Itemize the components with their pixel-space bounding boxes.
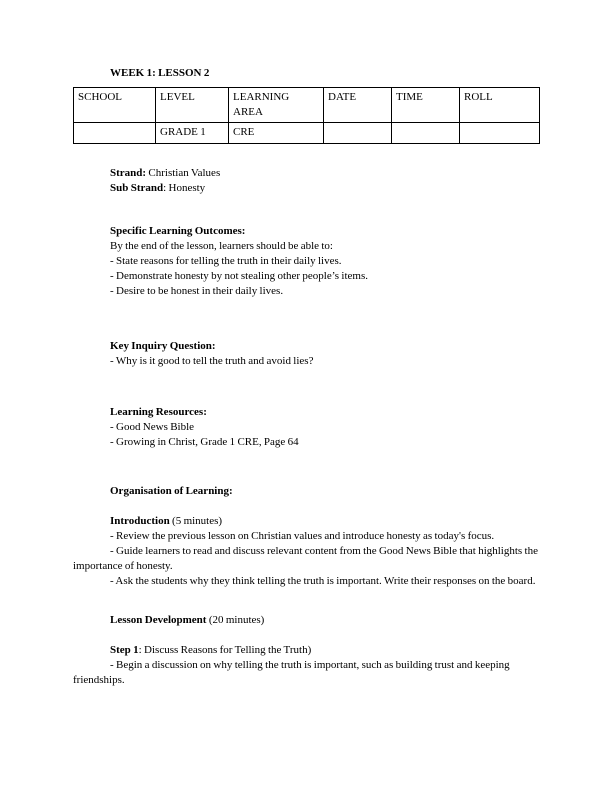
sub-strand-value: : Honesty: [163, 182, 206, 194]
header-cell-roll: ROLL: [460, 88, 540, 123]
outcomes-heading-text: Specific Learning Outcomes:: [110, 225, 246, 237]
spacer: [73, 450, 541, 484]
key-inquiry-heading-text: Key Inquiry Question:: [110, 340, 216, 352]
strand-line: [73, 166, 541, 181]
sub-strand-label: Sub Strand: [110, 182, 164, 194]
header-cell-time: TIME: [392, 88, 460, 123]
resources-heading: [73, 405, 541, 420]
step1-para: - Begin a discussion on why telling the truth is important, such as building trust and keeping friendships.: [73, 659, 510, 686]
outcome-item: - Demonstrate honesty by not stealing other people’s items.: [110, 270, 368, 282]
cell-time-value: [392, 123, 460, 144]
page-title: WEEK 1: LESSON 2: [110, 67, 210, 79]
organisation-heading: [73, 484, 541, 499]
introduction-duration: (5 minutes): [169, 515, 223, 527]
header-cell-learning-area: LEARNING AREA: [229, 88, 324, 123]
cell-learning-area-value: CRE: [229, 123, 324, 144]
introduction-para: - Guide learners to read and discuss relevant content from the Good News Bible that highlights the importance of honesty.: [73, 545, 538, 572]
lesson-info-table: [73, 87, 540, 144]
step1-heading: [73, 643, 541, 658]
header-cell-level: LEVEL: [156, 88, 229, 123]
introduction-para: - Ask the students why they think telling the truth is important. Write their responses on the board.: [110, 575, 536, 587]
table-data-row: [74, 123, 540, 144]
introduction-heading: [73, 514, 541, 529]
strand-label: Strand:: [110, 167, 147, 179]
strand-value: Christian Values: [146, 167, 221, 179]
header-cell-school: SCHOOL: [74, 88, 156, 123]
cell-level-value: GRADE 1: [156, 123, 229, 144]
step1-label: Step 1: [110, 644, 139, 656]
spacer: [73, 369, 541, 405]
table-header-row: [74, 88, 540, 123]
header-cell-date: DATE: [324, 88, 392, 123]
resource-item: - Growing in Christ, Grade 1 CRE, Page 64: [110, 436, 299, 448]
outcome-item: - Desire to be honest in their daily lives.: [110, 285, 284, 297]
key-inquiry-heading: [73, 339, 541, 354]
lesson-development-heading-text: Lesson Development: [110, 614, 207, 626]
cell-date-value: [324, 123, 392, 144]
cell-roll-value: [460, 123, 540, 144]
step1-title: : Discuss Reasons for Telling the Truth): [138, 644, 312, 656]
resources-heading-text: Learning Resources:: [110, 406, 207, 418]
outcomes-heading: [73, 224, 541, 239]
lesson-development-duration: (20 minutes): [206, 614, 265, 626]
spacer: [73, 299, 541, 339]
introduction-para: - Review the previous lesson on Christian values and introduce honesty as today's focus.: [110, 530, 495, 542]
outcomes-intro: By the end of the lesson, learners should be able to:: [110, 240, 333, 252]
resource-item: - Good News Bible: [110, 421, 195, 433]
introduction-heading-text: Introduction: [110, 515, 170, 527]
outcome-item: - State reasons for telling the truth in their daily lives.: [110, 255, 342, 267]
key-inquiry-item: - Why is it good to tell the truth and avoid lies?: [110, 355, 314, 367]
organisation-heading-text: Organisation of Learning:: [110, 485, 233, 497]
spacer: [73, 196, 541, 224]
spacer: [73, 589, 541, 613]
sub-strand-line: [73, 181, 541, 196]
lesson-development-heading: [73, 613, 541, 628]
spacer: [73, 144, 541, 166]
spacer: [73, 499, 541, 514]
cell-school-value: [74, 123, 156, 144]
spacer: [73, 628, 541, 643]
